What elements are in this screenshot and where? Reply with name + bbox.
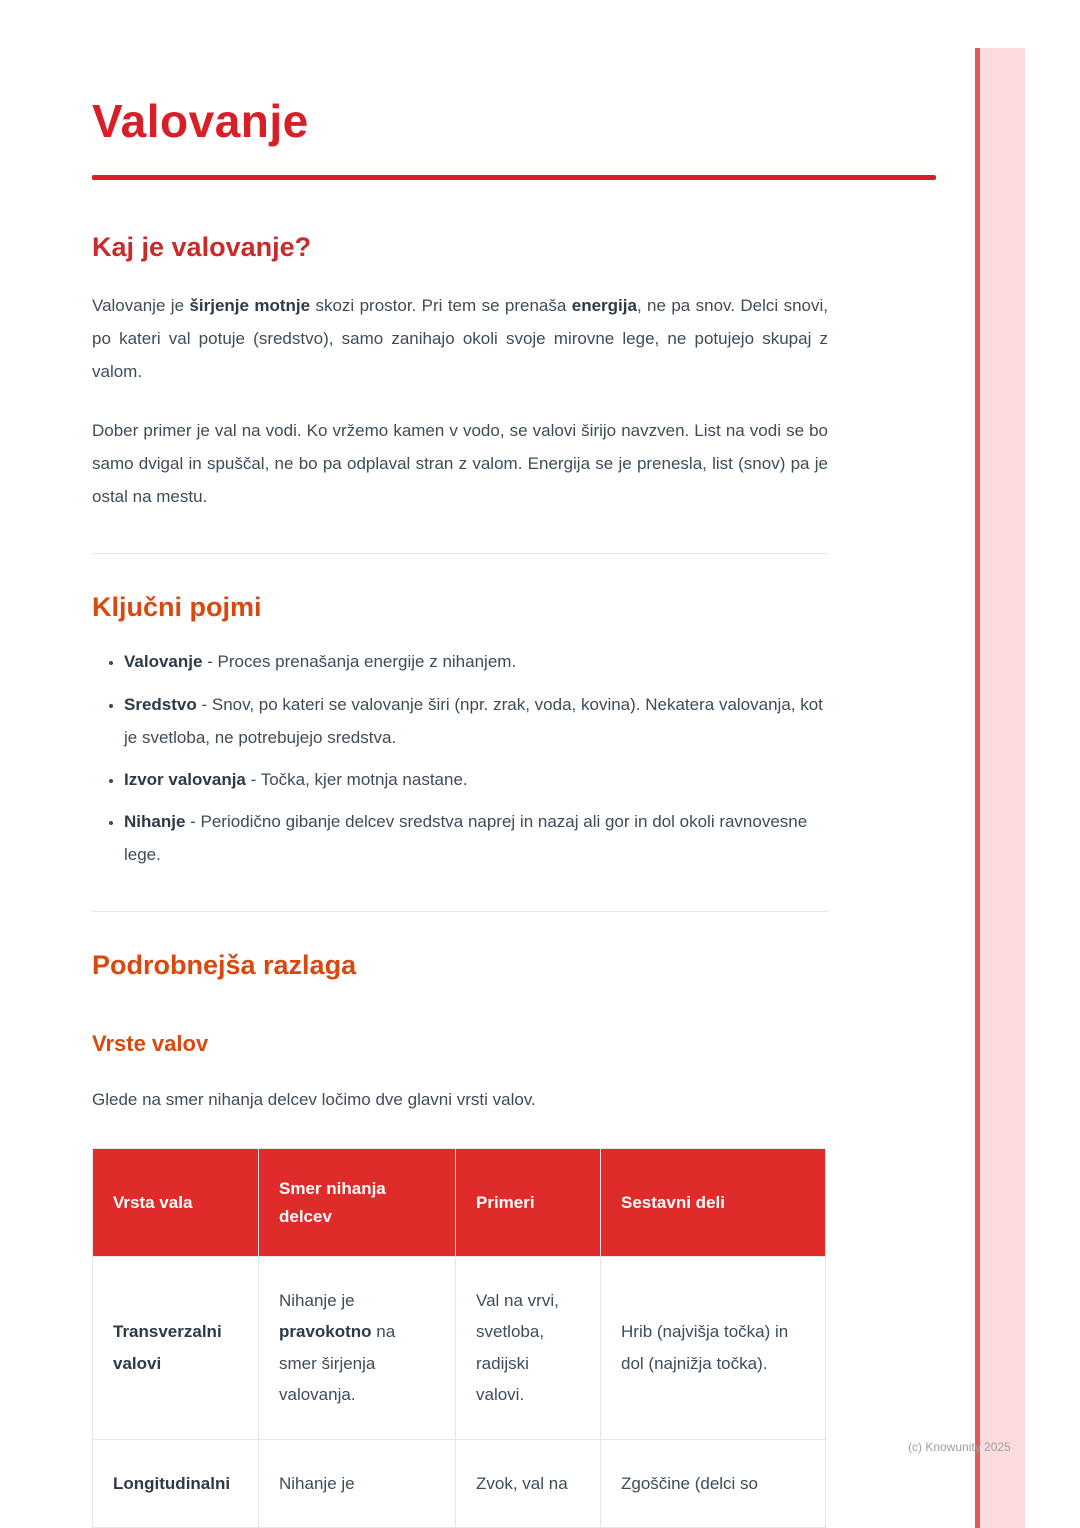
table-cell: Zvok, val na [456, 1439, 601, 1527]
intro-paragraph-2: Dober primer je val na vodi. Ko vržemo kamen v vodo, se valovi širijo navzven. List na vodi se bo samo dvigal in spuščal, ne bo pa odplaval stran z valom. Energija se je prenesla, list (snov) pa je ostal na mestu. [92, 421, 828, 507]
table-cell: Longitudinalni [93, 1439, 259, 1527]
section-heading-key-terms: Ključni pojmi [92, 592, 262, 623]
copyright-footer: (c) Knowunity 2025 [908, 1440, 1011, 1454]
list-item-sredstvo: • Sredstvo - Snov, po kateri se valovanje širi (npr. zrak, voda, kovina). Nekatera valovanja, kot je svetloba, ne potrebujejo sredstva. [124, 688, 830, 754]
table-header-vrsta-vala: Vrsta vala [93, 1149, 259, 1256]
table-cell: Nihanje je pravokotno na smer širjenja valovanja. [259, 1256, 456, 1439]
table-header-sestavni-deli: Sestavni deli [601, 1149, 826, 1256]
table-header-smer-nihanja: Smer nihanja delcev [259, 1149, 456, 1256]
table-cell: Zgoščine (delci so [601, 1439, 826, 1527]
key-terms-list [92, 645, 830, 871]
wave-types-paragraph: Glede na smer nihanja delcev ločimo dve glavni vrsti valov. [92, 1090, 536, 1110]
subsection-heading-wave-types: Vrste valov [92, 1031, 209, 1057]
page-title: Valovanje [92, 95, 309, 147]
section-divider [92, 553, 828, 554]
table-cell: Nihanje je [259, 1439, 456, 1527]
section-heading-intro: Kaj je valovanje? [92, 231, 312, 262]
table-header-row [93, 1149, 826, 1256]
title-divider-rule [92, 175, 936, 180]
wave-types-table [92, 1148, 826, 1528]
table-cell: Transverzalni valovi [93, 1256, 259, 1439]
table-row-transverzalni [93, 1256, 826, 1439]
list-item-nihanje: • Nihanje - Periodično gibanje delcev sredstva naprej in nazaj ali gor in dol okoli ravnovesne lege. [124, 805, 830, 871]
section-divider [92, 911, 828, 912]
section-heading-detail: Podrobnejša razlaga [92, 950, 357, 981]
decorative-side-stripe [975, 48, 1025, 1528]
table-header-primeri: Primeri [456, 1149, 601, 1256]
table-row-longitudinalni [93, 1439, 826, 1527]
list-item-valovanje: • Valovanje - Proces prenašanja energije z nihanjem. [124, 645, 830, 678]
intro-paragraph-1: Valovanje je širjenje motnje skozi prostor. Pri tem se prenaša energija, ne pa snov. Delci snovi, po kateri val potuje (sredstvo), samo zanihajo okoli svoje mirovne lege, ne potujejo skupaj z valom. [92, 295, 828, 381]
table-cell: Hrib (najvišja točka) in dol (najnižja točka). [601, 1256, 826, 1439]
list-item-izvor-valovanja: • Izvor valovanja - Točka, kjer motnja nastane. [124, 763, 830, 796]
table-cell: Val na vrvi, svetloba, radijski valovi. [456, 1256, 601, 1439]
